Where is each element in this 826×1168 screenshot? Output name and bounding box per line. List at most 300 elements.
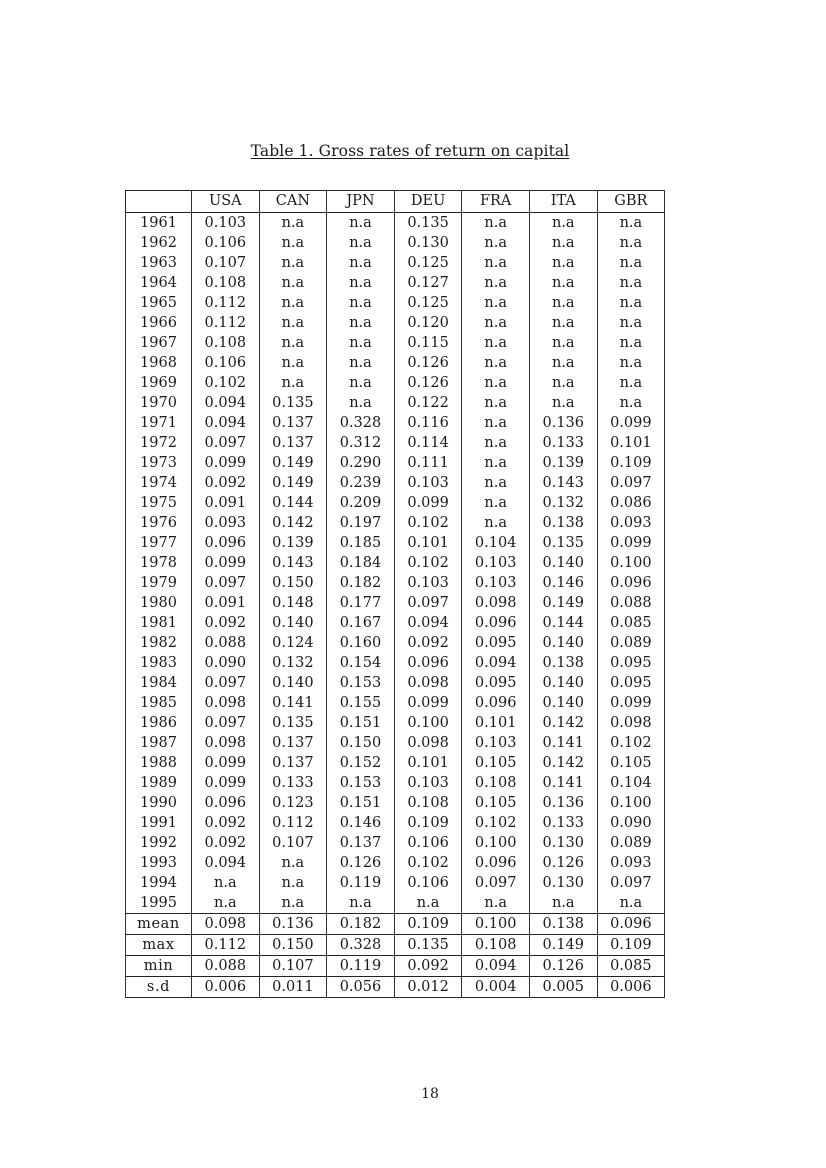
stat-label-cell: mean — [126, 914, 192, 935]
returns-table — [125, 190, 665, 998]
value-cell: 0.142 — [259, 513, 327, 533]
value-cell: 0.101 — [462, 713, 530, 733]
value-cell: 0.106 — [192, 233, 260, 253]
year-cell: 1995 — [126, 893, 192, 914]
value-cell: 0.099 — [597, 413, 665, 433]
table-row — [126, 353, 665, 373]
value-cell: 0.149 — [529, 593, 597, 613]
value-cell: 0.125 — [394, 293, 462, 313]
value-cell: n.a — [462, 333, 530, 353]
value-cell: 0.144 — [529, 613, 597, 633]
year-cell: 1990 — [126, 793, 192, 813]
year-cell: 1978 — [126, 553, 192, 573]
stat-value-cell: 0.100 — [462, 914, 530, 935]
table-row — [126, 293, 665, 313]
value-cell: 0.123 — [259, 793, 327, 813]
stat-value-cell: 0.005 — [529, 977, 597, 998]
value-cell: 0.097 — [192, 573, 260, 593]
value-cell: 0.091 — [192, 593, 260, 613]
value-cell: 0.097 — [192, 713, 260, 733]
summary-row — [126, 977, 665, 998]
value-cell: 0.095 — [597, 673, 665, 693]
table-row — [126, 493, 665, 513]
value-cell: 0.151 — [327, 713, 395, 733]
table-row — [126, 233, 665, 253]
column-header: DEU — [394, 191, 462, 213]
value-cell: n.a — [529, 893, 597, 914]
value-cell: 0.152 — [327, 753, 395, 773]
value-cell: n.a — [327, 233, 395, 253]
year-cell: 1961 — [126, 213, 192, 234]
value-cell: 0.090 — [192, 653, 260, 673]
table-row — [126, 813, 665, 833]
value-cell: 0.101 — [394, 753, 462, 773]
table-row — [126, 573, 665, 593]
value-cell: n.a — [597, 233, 665, 253]
value-cell: 0.150 — [259, 573, 327, 593]
year-cell: 1981 — [126, 613, 192, 633]
year-cell: 1991 — [126, 813, 192, 833]
value-cell: 0.103 — [394, 473, 462, 493]
value-cell: 0.098 — [192, 733, 260, 753]
summary-body — [126, 914, 665, 998]
value-cell: n.a — [327, 353, 395, 373]
value-cell: 0.097 — [597, 873, 665, 893]
value-cell: 0.116 — [394, 413, 462, 433]
value-cell: n.a — [327, 333, 395, 353]
value-cell: 0.312 — [327, 433, 395, 453]
value-cell: n.a — [192, 873, 260, 893]
year-cell: 1993 — [126, 853, 192, 873]
year-cell: 1967 — [126, 333, 192, 353]
table-row — [126, 893, 665, 914]
value-cell: 0.143 — [259, 553, 327, 573]
value-cell: 0.112 — [259, 813, 327, 833]
value-cell: 0.099 — [192, 553, 260, 573]
value-cell: n.a — [462, 313, 530, 333]
stat-value-cell: 0.004 — [462, 977, 530, 998]
value-cell: 0.137 — [259, 413, 327, 433]
table-row — [126, 793, 665, 813]
value-cell: n.a — [462, 493, 530, 513]
value-cell: 0.101 — [597, 433, 665, 453]
stat-value-cell: 0.119 — [327, 956, 395, 977]
value-cell: n.a — [259, 333, 327, 353]
value-cell: 0.154 — [327, 653, 395, 673]
table-row — [126, 453, 665, 473]
value-cell: 0.106 — [192, 353, 260, 373]
value-cell: 0.088 — [597, 593, 665, 613]
value-cell: n.a — [462, 413, 530, 433]
value-cell: 0.140 — [529, 633, 597, 653]
year-cell: 1986 — [126, 713, 192, 733]
year-cell: 1966 — [126, 313, 192, 333]
value-cell: 0.130 — [529, 873, 597, 893]
value-cell: 0.091 — [192, 493, 260, 513]
value-cell: 0.097 — [192, 673, 260, 693]
value-cell: 0.160 — [327, 633, 395, 653]
year-cell: 1974 — [126, 473, 192, 493]
value-cell: 0.103 — [394, 773, 462, 793]
value-cell: n.a — [327, 893, 395, 914]
value-cell: 0.103 — [394, 573, 462, 593]
value-cell: n.a — [259, 273, 327, 293]
table-row — [126, 773, 665, 793]
column-header: JPN — [327, 191, 395, 213]
value-cell: 0.086 — [597, 493, 665, 513]
table-row — [126, 733, 665, 753]
value-cell: n.a — [597, 393, 665, 413]
value-cell: 0.102 — [394, 513, 462, 533]
stat-value-cell: 0.126 — [529, 956, 597, 977]
value-cell: 0.149 — [259, 473, 327, 493]
value-cell: 0.106 — [394, 833, 462, 853]
value-cell: 0.182 — [327, 573, 395, 593]
value-cell: n.a — [259, 253, 327, 273]
value-cell: 0.085 — [597, 613, 665, 633]
value-cell: n.a — [259, 373, 327, 393]
stat-value-cell: 0.085 — [597, 956, 665, 977]
year-cell: 1979 — [126, 573, 192, 593]
value-cell: 0.132 — [259, 653, 327, 673]
year-cell: 1994 — [126, 873, 192, 893]
table-row — [126, 333, 665, 353]
value-cell: 0.119 — [327, 873, 395, 893]
value-cell: 0.096 — [462, 693, 530, 713]
value-cell: n.a — [529, 273, 597, 293]
value-cell: 0.089 — [597, 833, 665, 853]
value-cell: 0.096 — [192, 793, 260, 813]
value-cell: 0.094 — [394, 613, 462, 633]
column-header: GBR — [597, 191, 665, 213]
column-header: FRA — [462, 191, 530, 213]
stat-value-cell: 0.096 — [597, 914, 665, 935]
page-number: 18 — [421, 1086, 439, 1102]
year-cell: 1985 — [126, 693, 192, 713]
value-cell: 0.149 — [259, 453, 327, 473]
value-cell: 0.140 — [529, 693, 597, 713]
value-cell: 0.109 — [394, 813, 462, 833]
year-cell: 1983 — [126, 653, 192, 673]
value-cell: 0.133 — [529, 813, 597, 833]
year-cell: 1970 — [126, 393, 192, 413]
value-cell: 0.146 — [529, 573, 597, 593]
stat-value-cell: 0.012 — [394, 977, 462, 998]
value-cell: 0.089 — [597, 633, 665, 653]
value-cell: 0.111 — [394, 453, 462, 473]
year-cell: 1962 — [126, 233, 192, 253]
value-cell: 0.133 — [259, 773, 327, 793]
value-cell: n.a — [529, 293, 597, 313]
value-cell: 0.126 — [327, 853, 395, 873]
value-cell: n.a — [259, 233, 327, 253]
table-row — [126, 273, 665, 293]
year-cell: 1987 — [126, 733, 192, 753]
table-row — [126, 413, 665, 433]
value-cell: 0.092 — [192, 813, 260, 833]
table-row — [126, 313, 665, 333]
value-cell: 0.140 — [259, 613, 327, 633]
stat-value-cell: 0.109 — [394, 914, 462, 935]
stat-value-cell: 0.006 — [597, 977, 665, 998]
year-cell: 1980 — [126, 593, 192, 613]
value-cell: 0.115 — [394, 333, 462, 353]
value-cell: n.a — [529, 393, 597, 413]
value-cell: 0.100 — [597, 553, 665, 573]
year-cell: 1982 — [126, 633, 192, 653]
value-cell: 0.098 — [394, 733, 462, 753]
table-row — [126, 833, 665, 853]
stat-value-cell: 0.182 — [327, 914, 395, 935]
stat-value-cell: 0.149 — [529, 935, 597, 956]
year-cell: 1988 — [126, 753, 192, 773]
value-cell: n.a — [327, 373, 395, 393]
value-cell: 0.101 — [394, 533, 462, 553]
value-cell: 0.092 — [394, 633, 462, 653]
value-cell: 0.099 — [192, 773, 260, 793]
year-cell: 1964 — [126, 273, 192, 293]
value-cell: 0.095 — [462, 633, 530, 653]
table-row — [126, 873, 665, 893]
stat-value-cell: 0.006 — [192, 977, 260, 998]
value-cell: 0.105 — [462, 753, 530, 773]
stat-value-cell: 0.088 — [192, 956, 260, 977]
value-cell: 0.094 — [462, 653, 530, 673]
value-cell: n.a — [462, 393, 530, 413]
year-cell: 1975 — [126, 493, 192, 513]
value-cell: 0.137 — [327, 833, 395, 853]
value-cell: 0.124 — [259, 633, 327, 653]
value-cell: 0.100 — [597, 793, 665, 813]
value-cell: 0.142 — [529, 753, 597, 773]
value-cell: 0.094 — [192, 853, 260, 873]
value-cell: 0.109 — [597, 453, 665, 473]
table-row — [126, 213, 665, 234]
table-row — [126, 713, 665, 733]
summary-row — [126, 935, 665, 956]
value-cell: 0.099 — [192, 753, 260, 773]
year-cell: 1973 — [126, 453, 192, 473]
value-cell: 0.122 — [394, 393, 462, 413]
year-cell: 1989 — [126, 773, 192, 793]
value-cell: 0.099 — [192, 453, 260, 473]
value-cell: 0.099 — [597, 533, 665, 553]
value-cell: 0.135 — [259, 713, 327, 733]
table-row — [126, 393, 665, 413]
value-cell: n.a — [597, 353, 665, 373]
value-cell: 0.105 — [597, 753, 665, 773]
value-cell: 0.102 — [394, 853, 462, 873]
value-cell: 0.239 — [327, 473, 395, 493]
value-cell: 0.133 — [529, 433, 597, 453]
value-cell: 0.088 — [192, 633, 260, 653]
stat-value-cell: 0.092 — [394, 956, 462, 977]
value-cell: 0.141 — [529, 773, 597, 793]
value-cell: n.a — [259, 893, 327, 914]
value-cell: 0.185 — [327, 533, 395, 553]
value-cell: n.a — [462, 373, 530, 393]
value-cell: 0.120 — [394, 313, 462, 333]
value-cell: 0.136 — [529, 793, 597, 813]
value-cell: 0.102 — [597, 733, 665, 753]
value-cell: 0.197 — [327, 513, 395, 533]
value-cell: 0.143 — [529, 473, 597, 493]
value-cell: 0.093 — [192, 513, 260, 533]
value-cell: 0.328 — [327, 413, 395, 433]
value-cell: n.a — [529, 373, 597, 393]
value-cell: 0.108 — [394, 793, 462, 813]
value-cell: 0.099 — [394, 493, 462, 513]
value-cell: 0.098 — [394, 673, 462, 693]
year-cell: 1971 — [126, 413, 192, 433]
value-cell: 0.099 — [394, 693, 462, 713]
value-cell: n.a — [462, 453, 530, 473]
stat-value-cell: 0.098 — [192, 914, 260, 935]
stat-value-cell: 0.138 — [529, 914, 597, 935]
value-cell: 0.112 — [192, 293, 260, 313]
stat-value-cell: 0.150 — [259, 935, 327, 956]
value-cell: 0.095 — [597, 653, 665, 673]
stat-label-cell: min — [126, 956, 192, 977]
table-row — [126, 753, 665, 773]
table-row — [126, 513, 665, 533]
value-cell: n.a — [529, 253, 597, 273]
value-cell: 0.177 — [327, 593, 395, 613]
value-cell: 0.127 — [394, 273, 462, 293]
value-cell: 0.108 — [462, 773, 530, 793]
value-cell: 0.103 — [462, 733, 530, 753]
value-cell: 0.141 — [259, 693, 327, 713]
value-cell: 0.095 — [462, 673, 530, 693]
table-row — [126, 473, 665, 493]
value-cell: 0.104 — [462, 533, 530, 553]
table-row — [126, 633, 665, 653]
stat-label-cell: max — [126, 935, 192, 956]
table-row — [126, 553, 665, 573]
value-cell: n.a — [597, 253, 665, 273]
value-cell: 0.153 — [327, 773, 395, 793]
value-cell: 0.098 — [597, 713, 665, 733]
value-cell: 0.144 — [259, 493, 327, 513]
value-cell: n.a — [462, 893, 530, 914]
value-cell: 0.140 — [529, 673, 597, 693]
value-cell: 0.094 — [192, 413, 260, 433]
value-cell: 0.102 — [462, 813, 530, 833]
value-cell: 0.092 — [192, 833, 260, 853]
value-cell: 0.106 — [394, 873, 462, 893]
stat-value-cell: 0.056 — [327, 977, 395, 998]
year-cell: 1969 — [126, 373, 192, 393]
value-cell: n.a — [462, 273, 530, 293]
value-cell: 0.104 — [597, 773, 665, 793]
value-cell: 0.135 — [529, 533, 597, 553]
year-cell: 1963 — [126, 253, 192, 273]
value-cell: n.a — [259, 853, 327, 873]
value-cell: 0.097 — [394, 593, 462, 613]
value-cell: 0.155 — [327, 693, 395, 713]
value-cell: 0.103 — [462, 553, 530, 573]
value-cell: 0.126 — [394, 353, 462, 373]
value-cell: 0.096 — [462, 853, 530, 873]
year-cell: 1965 — [126, 293, 192, 313]
column-header: CAN — [259, 191, 327, 213]
value-cell: n.a — [462, 213, 530, 234]
stat-value-cell: 0.136 — [259, 914, 327, 935]
value-cell: 0.097 — [462, 873, 530, 893]
value-cell: n.a — [462, 433, 530, 453]
year-cell: 1977 — [126, 533, 192, 553]
year-cell: 1984 — [126, 673, 192, 693]
value-cell: 0.140 — [259, 673, 327, 693]
value-cell: n.a — [597, 313, 665, 333]
value-cell: n.a — [327, 253, 395, 273]
stat-value-cell: 0.135 — [394, 935, 462, 956]
value-cell: 0.184 — [327, 553, 395, 573]
value-cell: n.a — [327, 393, 395, 413]
table-row — [126, 853, 665, 873]
table-row — [126, 653, 665, 673]
value-cell: n.a — [259, 213, 327, 234]
value-cell: 0.137 — [259, 433, 327, 453]
value-cell: n.a — [259, 313, 327, 333]
value-cell: 0.138 — [529, 653, 597, 673]
value-cell: n.a — [529, 233, 597, 253]
year-cell: 1976 — [126, 513, 192, 533]
summary-row — [126, 914, 665, 935]
value-cell: 0.100 — [462, 833, 530, 853]
value-cell: 0.098 — [462, 593, 530, 613]
value-cell: 0.137 — [259, 753, 327, 773]
value-cell: 0.140 — [529, 553, 597, 573]
value-cell: 0.100 — [394, 713, 462, 733]
value-cell: n.a — [259, 293, 327, 313]
value-cell: n.a — [327, 213, 395, 234]
value-cell: 0.112 — [192, 313, 260, 333]
value-cell: 0.107 — [259, 833, 327, 853]
value-cell: 0.096 — [394, 653, 462, 673]
stat-label-cell: s.d — [126, 977, 192, 998]
value-cell: n.a — [597, 893, 665, 914]
value-cell: 0.146 — [327, 813, 395, 833]
value-cell: 0.098 — [192, 693, 260, 713]
value-cell: 0.141 — [529, 733, 597, 753]
stat-value-cell: 0.328 — [327, 935, 395, 956]
value-cell: n.a — [529, 353, 597, 373]
table-row — [126, 253, 665, 273]
table-row — [126, 433, 665, 453]
value-cell: 0.108 — [192, 333, 260, 353]
value-cell: 0.139 — [259, 533, 327, 553]
value-cell: n.a — [259, 353, 327, 373]
value-cell: 0.107 — [192, 253, 260, 273]
value-cell: 0.142 — [529, 713, 597, 733]
table-row — [126, 673, 665, 693]
stat-value-cell: 0.107 — [259, 956, 327, 977]
value-cell: n.a — [529, 213, 597, 234]
value-cell: 0.136 — [529, 413, 597, 433]
value-cell: n.a — [327, 313, 395, 333]
year-cell: 1968 — [126, 353, 192, 373]
summary-row — [126, 956, 665, 977]
value-cell: 0.090 — [597, 813, 665, 833]
value-cell: 0.132 — [529, 493, 597, 513]
value-cell: n.a — [462, 473, 530, 493]
value-cell: 0.094 — [192, 393, 260, 413]
value-cell: 0.209 — [327, 493, 395, 513]
value-cell: n.a — [327, 273, 395, 293]
table-row — [126, 693, 665, 713]
value-cell: 0.096 — [462, 613, 530, 633]
